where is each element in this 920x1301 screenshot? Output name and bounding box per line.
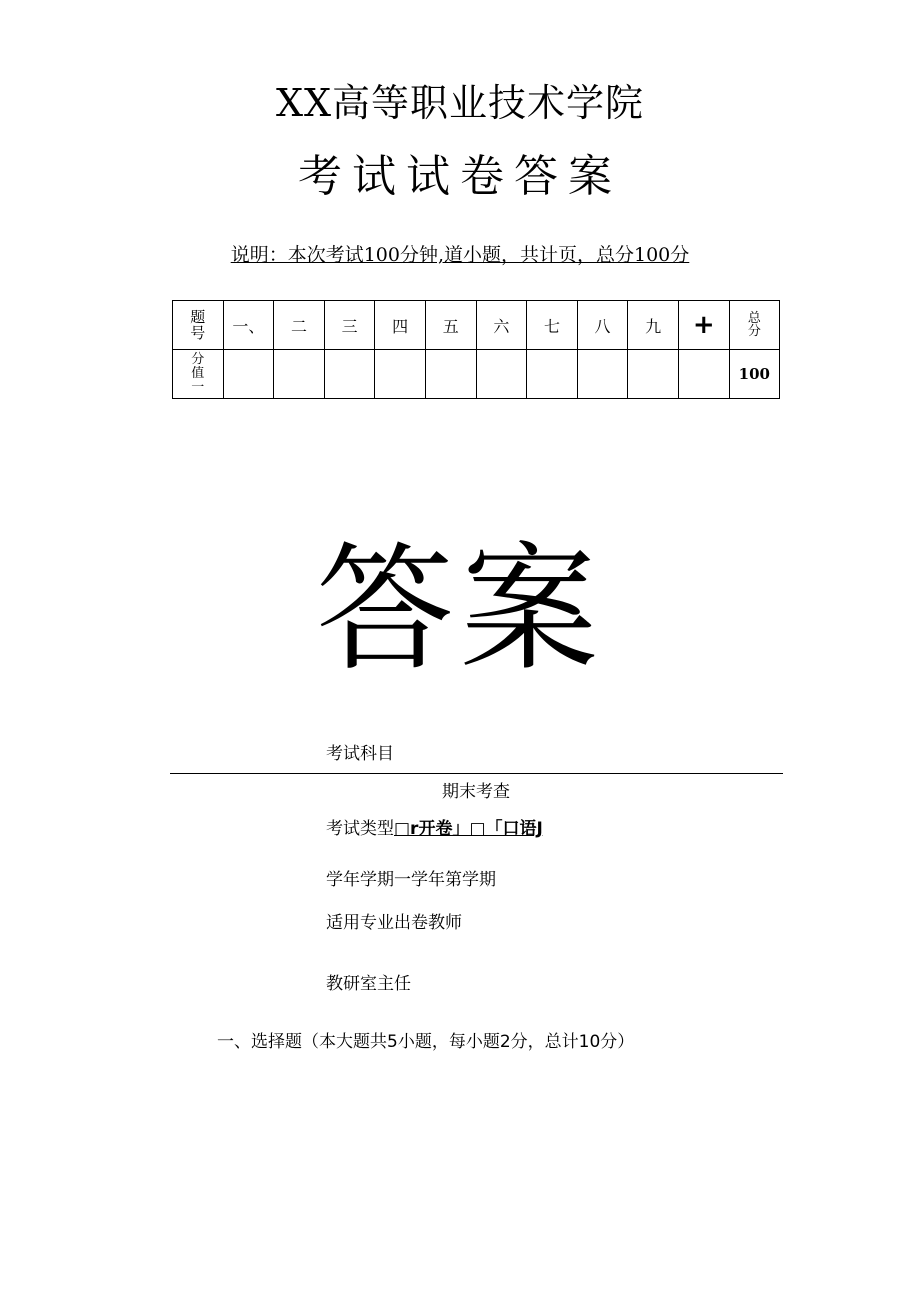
subject-label: 考试科目 bbox=[326, 744, 394, 764]
score-cell bbox=[678, 350, 729, 399]
score-cell bbox=[324, 350, 375, 399]
total-score-header: 总 分 bbox=[729, 301, 780, 350]
answer-stamp: 答案 bbox=[315, 529, 604, 690]
question-col-9: 九 bbox=[628, 301, 679, 350]
section-heading-multiple-choice: 一、选择题（本大题共5小题，每小题2分，总计10分） bbox=[217, 1032, 635, 1052]
score-cell bbox=[223, 350, 274, 399]
major-teacher-line: 适用专业出卷教师 bbox=[326, 913, 462, 933]
score-cell bbox=[628, 350, 679, 399]
row-header-question-number: 题 号 bbox=[173, 301, 224, 350]
table-row-scores bbox=[173, 350, 780, 399]
document-title: 考试试卷答案 bbox=[298, 151, 622, 202]
question-col-1: 一、 bbox=[223, 301, 274, 350]
score-cell bbox=[476, 350, 527, 399]
question-col-3: 三 bbox=[324, 301, 375, 350]
question-col-4: 四 bbox=[375, 301, 426, 350]
score-cell bbox=[577, 350, 628, 399]
score-cell bbox=[274, 350, 325, 399]
question-col-5: 五 bbox=[425, 301, 476, 350]
divider-line bbox=[170, 773, 783, 774]
question-col-7: 七 bbox=[527, 301, 578, 350]
score-cell bbox=[425, 350, 476, 399]
question-col-6: 六 bbox=[476, 301, 527, 350]
question-col-10: + bbox=[678, 301, 729, 350]
table-row-question-numbers bbox=[173, 301, 780, 350]
question-col-2: 二 bbox=[274, 301, 325, 350]
term-type: 期末考查 bbox=[442, 782, 510, 802]
row-header-score: 分 值 一 bbox=[173, 350, 224, 399]
score-cell bbox=[375, 350, 426, 399]
score-table bbox=[172, 300, 780, 399]
exam-type-line bbox=[326, 814, 543, 839]
semester-line: 学年学期一学年第学期 bbox=[326, 870, 496, 890]
director-line: 教研室主任 bbox=[326, 974, 411, 994]
score-cell bbox=[527, 350, 578, 399]
school-title: XX高等职业技术学院 bbox=[275, 81, 645, 125]
total-score-value: 100 bbox=[729, 350, 780, 399]
exam-type-value: □r开卷」□「口语J bbox=[394, 819, 543, 839]
exam-instructions: 说明：本次考试100分钟,道小题，共计页，总分100分 bbox=[230, 244, 690, 266]
question-col-8: 八 bbox=[577, 301, 628, 350]
exam-type-label: 考试类型 bbox=[326, 819, 394, 839]
